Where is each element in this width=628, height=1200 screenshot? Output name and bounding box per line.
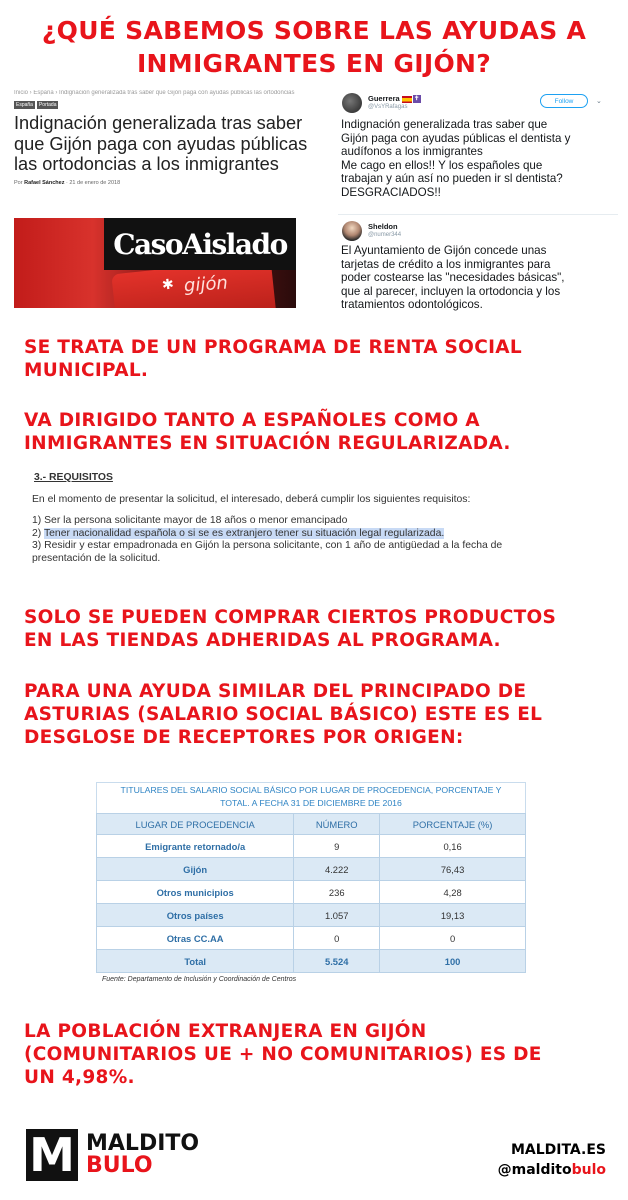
claim-line: MUNICIPAL.	[24, 360, 149, 381]
requisito-item: 3) Residir y estar empadronada en Gijón la persona solicitante, con 1 año de antigüedad a la fecha de	[32, 540, 503, 551]
chevron-down-icon[interactable]: ⌄	[596, 98, 602, 105]
claim-line: ASTURIAS (SALARIO SOCIAL BÁSICO) ESTE ES EL	[24, 704, 543, 725]
avatar	[342, 93, 362, 113]
tweet-text	[341, 118, 618, 199]
tweet-text-line: tarjetas de crédito a los inmigrantes para	[341, 257, 551, 271]
requisito-item: 2) Tener nacionalidad española o si se es extranjero tener su situación legal regularizada.	[32, 527, 445, 539]
tweet-author-handle: @VsYRafagas	[368, 104, 408, 110]
tweet-text-line: poder costearse las "necesidades básicas",	[341, 271, 565, 284]
data-table	[96, 813, 526, 973]
table-total-row: Total 5.524 100	[97, 950, 526, 973]
claim-line: DESGLOSE DE RECEPTORES POR ORIGEN:	[24, 727, 464, 748]
table-row: Otros municipios 236 4,28	[97, 881, 526, 904]
tweet	[338, 88, 618, 199]
claim-line: SE TRATA DE UN PROGRAMA DE RENTA SOCIAL	[24, 337, 522, 358]
table-row: Otros países 1.057 19,13	[97, 904, 526, 927]
claim-line: PARA UNA AYUDA SIMILAR DEL PRINCIPADO DE	[24, 681, 527, 702]
requisitos-list	[32, 515, 622, 565]
tweets-screenshot	[338, 88, 618, 318]
headline-line-1: ¿QUÉ SABEMOS SOBRE LAS AYUDAS A	[41, 16, 587, 45]
claim-line: INMIGRANTES EN SITUACIÓN REGULARIZADA.	[24, 433, 511, 454]
claim-dirigido	[24, 409, 511, 455]
claim-line: UN 4,98%.	[24, 1067, 135, 1088]
card-logo-text: gijón	[183, 272, 229, 297]
column-header: NÚMERO	[294, 814, 380, 835]
article-title-line: Indignación generalizada tras saber	[14, 113, 303, 133]
requisito-item-continued: presentación de la solicitud.	[32, 552, 161, 564]
article-breadcrumb: Inicio › España › Indignación generalizada tras saber que Gijón paga con ayudas públicas las ortodoncias	[14, 90, 295, 96]
article-photo	[14, 218, 296, 308]
table-row: Otras CC.AA 0 0	[97, 927, 526, 950]
table-source: Fuente: Departamento de Inclusión y Coordinación de Centros	[102, 976, 297, 983]
byline-date: 21 de enero de 2018	[69, 179, 121, 186]
cross-icon: ✝	[414, 96, 420, 102]
tweet-header	[338, 88, 618, 118]
requisito-item: 1) Ser la persona solicitante mayor de 18 años o menor emancipado	[32, 515, 348, 526]
avatar	[342, 221, 362, 241]
claim-line: EN LAS TIENDAS ADHERIDAS AL PROGRAMA.	[24, 630, 501, 651]
byline-author: Rafael Sánchez	[24, 179, 65, 186]
star-icon: ✱	[161, 275, 175, 293]
table-row: Gijón 4.222 76,43	[97, 858, 526, 881]
column-header: PORCENTAJE (%)	[380, 814, 526, 835]
tweet-author-name: Guerrera	[368, 93, 400, 103]
claim-poblacion-extranjera	[24, 1020, 542, 1089]
logo-line-2: BULO	[86, 1153, 153, 1178]
tweet-text-line: trabajan y aún así no pueden ir sl dentista?	[341, 172, 563, 185]
claim-line: LA POBLACIÓN EXTRANJERA EN GIJÓN	[24, 1021, 427, 1042]
maldito-bulo-logo	[26, 1129, 199, 1181]
tweet	[338, 218, 618, 312]
article-screenshot	[14, 90, 306, 308]
article-title-line: las ortodoncias a los inmigrantes	[14, 154, 279, 174]
headline-line-2: INMIGRANTES EN GIJÓN?	[136, 49, 492, 78]
article-tag: España	[16, 102, 33, 108]
claim-line: VA DIRIGIDO TANTO A ESPAÑOLES COMO A	[24, 410, 480, 431]
tweet-text-line: tratamientos odontológicos.	[341, 298, 483, 311]
requisitos-intro: En el momento de presentar la solicitud, el interesado, deberá cumplir los siguientes requisitos:	[32, 493, 471, 505]
article-title-line: que Gijón paga con ayudas públicas	[14, 133, 308, 154]
footer-site: MALDITA.ES	[510, 1142, 606, 1158]
footer-credits	[498, 1140, 606, 1180]
article-tags	[14, 101, 306, 109]
tweet-text-line: Indignación generalizada tras saber que	[341, 118, 548, 131]
tweet-text-line: que al parecer, incluyen la ortodoncia y los	[341, 284, 561, 298]
claim-renta-social	[24, 336, 522, 382]
tweet-text-line: Gijón paga con ayudas públicas el dentista y	[341, 131, 571, 145]
article-title	[14, 113, 306, 175]
byline-prefix: Por	[14, 179, 23, 186]
table-row: Emigrante retornado/a 9 0,16	[97, 835, 526, 858]
headline	[0, 14, 628, 80]
salario-social-table	[96, 782, 526, 983]
spain-flag-icon	[402, 96, 412, 103]
logo-m-icon: M	[26, 1129, 78, 1181]
column-header: LUGAR DE PROCEDENCIA	[97, 814, 294, 835]
claim-line: SOLO SE PUEDEN COMPRAR CIERTOS PRODUCTOS	[24, 607, 557, 628]
requisitos-document	[32, 472, 622, 565]
claim-line: (COMUNITARIOS UE + NO COMUNITARIOS) ES DE	[24, 1044, 542, 1065]
tweet-text-line: audífonos a los inmigrantes	[341, 145, 483, 158]
tweet-text-line: El Ayuntamiento de Gijón concede unas	[341, 244, 547, 257]
tweet-author-handle: @numer344	[368, 232, 402, 238]
requisitos-heading: 3.- REQUISITOS	[34, 472, 113, 483]
highlighted-requirement: Tener nacionalidad española o si se es extranjero tener su situación legal regularizada.	[43, 527, 445, 539]
tweet-text-line: DESGRACIADOS!!	[341, 185, 441, 199]
table-title: TITULARES DEL SALARIO SOCIAL BÁSICO POR LUGAR DE PROCEDENCIA, PORCENTAJE Y TOTAL. A FECHA 31 DE DICIEMBRE DE 2016	[96, 782, 526, 813]
claim-salario-social	[24, 680, 542, 749]
article-byline: Por Rafael Sánchez · 21 de enero de 2018	[14, 179, 121, 186]
casoaislado-logo: CasoAislado	[104, 218, 296, 270]
tweet-text-line: Me cago en ellos!! Y los españoles que	[341, 158, 543, 172]
tweet-header	[338, 218, 618, 244]
claim-productos	[24, 606, 556, 652]
follow-button[interactable]: Follow	[540, 94, 588, 108]
tweet-author-name: Sheldon	[368, 222, 398, 231]
footer-handle: @malditobulo	[497, 1162, 606, 1178]
article-tag: Portada	[38, 102, 57, 108]
logo-line-1: MALDITO	[86, 1131, 200, 1156]
